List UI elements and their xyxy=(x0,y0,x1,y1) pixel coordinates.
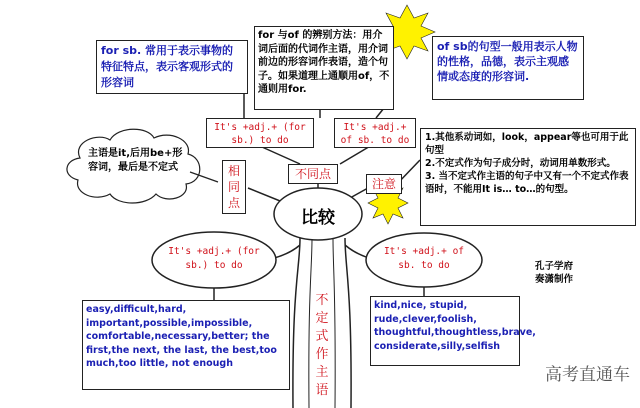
adjectives-of-box: kind,nice, stupid, rude,clever,foolish, thoughtful,thoughtless,brave, considerate,silly,selfish xyxy=(370,296,520,366)
adjectives-for-box: easy,difficult,hard, important,possible,impossible, comfortable,necessary,better; the first,the next, the last, the best,too much,too little, not enough xyxy=(82,300,290,390)
for-sb-description-box: for sb. 常用于表示事物的特征特点，表示客观形式的形容词 xyxy=(96,40,248,94)
cloud-text: 主语是it,后用be+形容词，最后是不定式 xyxy=(88,148,183,173)
pattern-for-top: It's +adj.+ (for sb.) to do xyxy=(206,118,314,148)
distinguish-method-box: for 与of 的辨别方法：用介词后面的代词作主语，用介词前边的形容词作表语，造个句子。如果道理上通顺用of，不通则用for. xyxy=(254,26,394,110)
notes-box: 1.其他系动词如，look，appear等也可用于此句型 2.不定式作为句子成分时，动词用单数形式。 3. 当不定式作主语的句子中又有一个不定式作表语时，不能用It is… to…的句型。 xyxy=(420,128,636,226)
label-note: 注意 xyxy=(366,174,402,194)
label-differences: 不同点 xyxy=(288,164,338,184)
credit-label: 孔子学府 奏潇制作 xyxy=(534,261,573,285)
watermark-text: 高考直通车 xyxy=(545,365,630,385)
pattern-of-top: It's +adj.+ of sb. to do xyxy=(334,118,416,148)
pattern-of-bottom: It's +adj.+ of sb. to do xyxy=(383,246,465,271)
stem-label: 不定式作主语 xyxy=(315,293,329,398)
of-sb-description-box: of sb的句型一般用表示人物的性格，品德，表示主观感情或态度的形容词. xyxy=(432,36,584,100)
pattern-for-bottom: It's +adj.+ (for sb.) to do xyxy=(168,246,260,271)
label-similarities: 相同点 xyxy=(222,160,246,214)
center-compare-label: 比较 xyxy=(301,208,335,228)
